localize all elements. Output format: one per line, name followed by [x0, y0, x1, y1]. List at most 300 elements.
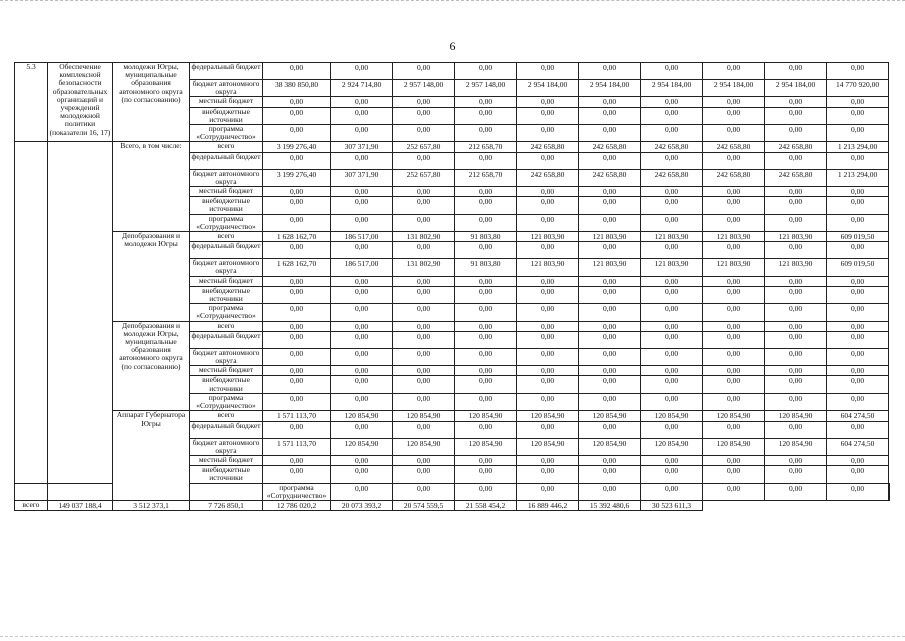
value-cell: 0,00: [263, 152, 331, 169]
value-cell: 14 770 920,00: [827, 80, 889, 97]
value-cell: 0,00: [765, 276, 827, 286]
value-cell: 0,00: [827, 466, 889, 483]
value-cell: 0,00: [641, 63, 703, 80]
value-cell: 0,00: [517, 242, 579, 259]
value-cell: 0,00: [263, 187, 331, 197]
value-cell: 0,00: [455, 393, 517, 410]
value-cell: 1 628 162,70: [263, 232, 331, 242]
value-cell: 0,00: [393, 466, 455, 483]
value-cell: 0,00: [765, 242, 827, 259]
row-index-cell: 5.3: [15, 63, 48, 142]
value-cell: 242 658,80: [517, 142, 579, 152]
value-cell: 0,00: [517, 304, 579, 321]
table-row: [15, 63, 890, 80]
value-cell: 0,00: [827, 107, 889, 124]
value-cell: 12 786 020,2: [263, 500, 331, 510]
value-cell: 0,00: [703, 63, 765, 80]
value-cell: 0,00: [765, 421, 827, 438]
value-cell: 121 803,90: [765, 259, 827, 276]
value-cell: 0,00: [331, 421, 393, 438]
value-cell: 0,00: [263, 286, 331, 303]
value-cell: 0,00: [703, 421, 765, 438]
value-cell: 0,00: [827, 376, 889, 393]
value-cell: 252 657,80: [393, 169, 455, 186]
value-cell: 0,00: [331, 483, 393, 500]
funding-source-cell: бюджет автономного округа: [190, 438, 263, 455]
value-cell: 120 854,90: [579, 438, 641, 455]
value-cell: 0,00: [331, 63, 393, 80]
value-cell: 0,00: [331, 376, 393, 393]
value-cell: 0,00: [765, 321, 827, 331]
value-cell: 0,00: [393, 304, 455, 321]
value-cell: 609 019,50: [827, 259, 889, 276]
value-cell: 0,00: [517, 483, 579, 500]
value-cell: 0,00: [263, 376, 331, 393]
value-cell: 0,00: [455, 63, 517, 80]
value-cell: 120 854,90: [393, 438, 455, 455]
value-cell: 242 658,80: [765, 169, 827, 186]
value-cell: 15 392 480,6: [579, 500, 641, 510]
funding-source-cell: внебюджетные источники: [190, 107, 263, 124]
value-cell: 0,00: [703, 214, 765, 231]
value-cell: 0,00: [263, 304, 331, 321]
value-cell: 0,00: [393, 455, 455, 465]
value-cell: 149 037 188,4: [48, 500, 113, 510]
value-cell: 0,00: [827, 242, 889, 259]
value-cell: 0,00: [579, 466, 641, 483]
value-cell: 0,00: [393, 331, 455, 348]
value-cell: 120 854,90: [765, 411, 827, 421]
value-cell: 0,00: [579, 63, 641, 80]
value-cell: 0,00: [765, 107, 827, 124]
value-cell: 0,00: [579, 242, 641, 259]
value-cell: 0,00: [393, 376, 455, 393]
value-cell: 0,00: [331, 286, 393, 303]
value-cell: 242 658,80: [641, 169, 703, 186]
value-cell: 120 854,90: [641, 411, 703, 421]
table-row: [15, 411, 890, 421]
value-cell: 0,00: [331, 276, 393, 286]
value-cell: 0,00: [455, 214, 517, 231]
value-cell: 0,00: [263, 242, 331, 259]
value-cell: 0,00: [827, 331, 889, 348]
value-cell: 0,00: [517, 197, 579, 214]
value-cell: 7 726 850,1: [190, 500, 263, 510]
value-cell: 0,00: [579, 152, 641, 169]
value-cell: 0,00: [579, 187, 641, 197]
value-cell: 121 803,90: [517, 259, 579, 276]
value-cell: 0,00: [579, 376, 641, 393]
funding-source-cell: внебюджетные источники: [190, 376, 263, 393]
value-cell: 0,00: [579, 421, 641, 438]
value-cell: 0,00: [765, 187, 827, 197]
value-cell: 0,00: [517, 376, 579, 393]
value-cell: 0,00: [331, 455, 393, 465]
goal-cell: Обеспечение комплексной безопасности образовательных организаций и учреждений молодежной политики (показатели 16, 17): [48, 63, 113, 142]
value-cell: 0,00: [765, 97, 827, 107]
value-cell: 0,00: [765, 366, 827, 376]
value-cell: 0,00: [455, 97, 517, 107]
value-cell: 0,00: [641, 187, 703, 197]
value-cell: 0,00: [393, 125, 455, 142]
value-cell: 0,00: [393, 187, 455, 197]
value-cell: 242 658,80: [703, 169, 765, 186]
value-cell: 0,00: [517, 286, 579, 303]
value-cell: 0,00: [517, 455, 579, 465]
value-cell: 0,00: [579, 214, 641, 231]
funding-source-cell: федеральный бюджет: [190, 63, 263, 80]
funding-source-cell: местный бюджет: [190, 97, 263, 107]
value-cell: 0,00: [641, 152, 703, 169]
funding-source-cell: программа «Сотрудничество»: [190, 393, 263, 410]
value-cell: 242 658,80: [703, 142, 765, 152]
value-cell: 609 019,50: [827, 232, 889, 242]
value-cell: 0,00: [827, 304, 889, 321]
value-cell: 0,00: [579, 393, 641, 410]
value-cell: 0,00: [641, 242, 703, 259]
value-cell: 0,00: [263, 466, 331, 483]
value-cell: 0,00: [641, 304, 703, 321]
value-cell: 0,00: [703, 321, 765, 331]
value-cell: 0,00: [579, 348, 641, 365]
value-cell: 0,00: [703, 331, 765, 348]
value-cell: 0,00: [703, 466, 765, 483]
funding-source-cell: местный бюджет: [190, 455, 263, 465]
value-cell: 0,00: [393, 276, 455, 286]
funding-source-cell: бюджет автономного округа: [190, 169, 263, 186]
funding-source-cell: программа «Сотрудничество»: [190, 214, 263, 231]
value-cell: 0,00: [393, 63, 455, 80]
value-cell: 0,00: [703, 366, 765, 376]
value-cell: 2 954 184,00: [703, 80, 765, 97]
value-cell: 0,00: [263, 321, 331, 331]
value-cell: 0,00: [331, 466, 393, 483]
value-cell: 0,00: [263, 107, 331, 124]
value-cell: 0,00: [263, 63, 331, 80]
row-index-cell: [15, 483, 48, 500]
funding-source-cell: бюджет автономного округа: [190, 259, 263, 276]
funding-source-cell: федеральный бюджет: [190, 331, 263, 348]
value-cell: 0,00: [765, 286, 827, 303]
value-cell: 0,00: [331, 366, 393, 376]
value-cell: 0,00: [765, 393, 827, 410]
value-cell: 0,00: [641, 286, 703, 303]
responsible-cell: молодежи Югры, муниципальные образования автономного округа (по согласованию): [113, 63, 190, 142]
value-cell: 0,00: [703, 276, 765, 286]
scan-edge-top: [0, 0, 905, 7]
value-cell: 0,00: [263, 197, 331, 214]
value-cell: 1 628 162,70: [263, 259, 331, 276]
value-cell: 0,00: [517, 125, 579, 142]
value-cell: 121 803,90: [579, 232, 641, 242]
value-cell: 120 854,90: [703, 411, 765, 421]
value-cell: 0,00: [393, 366, 455, 376]
value-cell: 0,00: [703, 455, 765, 465]
value-cell: 121 803,90: [641, 259, 703, 276]
value-cell: 0,00: [827, 286, 889, 303]
page-number: 6: [449, 39, 456, 53]
value-cell: 0,00: [827, 63, 889, 80]
value-cell: 0,00: [393, 197, 455, 214]
value-cell: 0,00: [517, 63, 579, 80]
value-cell: 21 558 454,2: [455, 500, 517, 510]
funding-source-cell: бюджет автономного округа: [190, 348, 263, 365]
value-cell: 0,00: [393, 421, 455, 438]
value-cell: 0,00: [331, 152, 393, 169]
value-cell: 0,00: [517, 276, 579, 286]
funding-source-cell: всего: [15, 500, 48, 510]
value-cell: 120 854,90: [455, 438, 517, 455]
value-cell: 91 803,80: [455, 232, 517, 242]
value-cell: 0,00: [827, 455, 889, 465]
budget-table: [14, 62, 890, 511]
value-cell: 0,00: [455, 466, 517, 483]
value-cell: 0,00: [393, 107, 455, 124]
value-cell: 252 657,80: [393, 142, 455, 152]
value-cell: 120 854,90: [517, 411, 579, 421]
value-cell: 0,00: [455, 331, 517, 348]
value-cell: 0,00: [641, 197, 703, 214]
value-cell: 0,00: [393, 286, 455, 303]
value-cell: 0,00: [263, 366, 331, 376]
value-cell: 0,00: [579, 321, 641, 331]
value-cell: 0,00: [765, 214, 827, 231]
value-cell: 0,00: [331, 125, 393, 142]
value-cell: 0,00: [827, 197, 889, 214]
value-cell: 0,00: [765, 466, 827, 483]
value-cell: 0,00: [331, 348, 393, 365]
value-cell: 0,00: [641, 376, 703, 393]
goal-cell: [48, 483, 113, 500]
value-cell: 121 803,90: [579, 259, 641, 276]
value-cell: 0,00: [765, 152, 827, 169]
value-cell: 0,00: [517, 152, 579, 169]
value-cell: 0,00: [827, 348, 889, 365]
value-cell: 0,00: [703, 125, 765, 142]
funding-source-cell: местный бюджет: [190, 366, 263, 376]
value-cell: 120 854,90: [765, 438, 827, 455]
value-cell: 0,00: [703, 97, 765, 107]
value-cell: 121 803,90: [703, 232, 765, 242]
funding-source-cell: внебюджетные источники: [190, 197, 263, 214]
value-cell: 0,00: [331, 197, 393, 214]
value-cell: 0,00: [455, 421, 517, 438]
value-cell: 0,00: [455, 366, 517, 376]
value-cell: 212 658,70: [455, 169, 517, 186]
value-cell: 0,00: [641, 107, 703, 124]
value-cell: 0,00: [393, 393, 455, 410]
value-cell: 0,00: [579, 125, 641, 142]
value-cell: 0,00: [331, 97, 393, 107]
value-cell: 0,00: [579, 455, 641, 465]
table-row: [15, 500, 890, 510]
value-cell: 0,00: [703, 152, 765, 169]
value-cell: 0,00: [455, 348, 517, 365]
value-cell: 0,00: [455, 107, 517, 124]
value-cell: 0,00: [331, 304, 393, 321]
value-cell: 20 073 393,2: [331, 500, 393, 510]
funding-source-cell: всего: [190, 232, 263, 242]
value-cell: 0,00: [765, 125, 827, 142]
value-cell: 0,00: [703, 286, 765, 303]
value-cell: 0,00: [455, 242, 517, 259]
value-cell: 186 517,00: [331, 232, 393, 242]
value-cell: 0,00: [263, 331, 331, 348]
value-cell: 0,00: [331, 393, 393, 410]
value-cell: 2 954 184,00: [579, 80, 641, 97]
value-cell: 0,00: [455, 276, 517, 286]
value-cell: 0,00: [765, 197, 827, 214]
table-row: [15, 232, 890, 242]
value-cell: 3 512 373,1: [113, 500, 190, 510]
value-cell: 0,00: [765, 376, 827, 393]
value-cell: 0,00: [455, 483, 517, 500]
funding-source-cell: всего: [190, 142, 263, 152]
value-cell: 0,00: [331, 214, 393, 231]
value-cell: 2 954 184,00: [641, 80, 703, 97]
value-cell: 0,00: [393, 483, 455, 500]
value-cell: 0,00: [827, 393, 889, 410]
value-cell: 242 658,80: [641, 142, 703, 152]
value-cell: 16 889 446,2: [517, 500, 579, 510]
value-cell: 2 954 184,00: [517, 80, 579, 97]
value-cell: 0,00: [455, 187, 517, 197]
funding-source-cell: всего: [190, 411, 263, 421]
value-cell: 30 523 611,3: [641, 500, 703, 510]
funding-source-cell: программа «Сотрудничество»: [263, 483, 331, 500]
value-cell: 0,00: [579, 107, 641, 124]
value-cell: 0,00: [703, 376, 765, 393]
value-cell: 0,00: [263, 421, 331, 438]
funding-source-cell: бюджет автономного округа: [190, 80, 263, 97]
value-cell: 0,00: [641, 331, 703, 348]
value-cell: 0,00: [641, 348, 703, 365]
value-cell: 2 924 714,80: [331, 80, 393, 97]
responsible-cell: Аппарат Губернатора Югры: [113, 411, 190, 501]
value-cell: 0,00: [765, 348, 827, 365]
value-cell: 0,00: [765, 455, 827, 465]
value-cell: 0,00: [263, 393, 331, 410]
value-cell: 0,00: [765, 63, 827, 80]
value-cell: 1 571 113,70: [263, 438, 331, 455]
value-cell: 0,00: [827, 483, 889, 500]
value-cell: 0,00: [641, 466, 703, 483]
table-row: [15, 142, 890, 152]
value-cell: 0,00: [393, 348, 455, 365]
value-cell: 0,00: [517, 466, 579, 483]
value-cell: 0,00: [827, 214, 889, 231]
value-cell: 0,00: [331, 242, 393, 259]
value-cell: 0,00: [455, 197, 517, 214]
value-cell: 121 803,90: [517, 232, 579, 242]
value-cell: 0,00: [393, 242, 455, 259]
value-cell: 0,00: [703, 483, 765, 500]
responsible-cell: Всего, в том числе:: [113, 142, 190, 232]
value-cell: 0,00: [641, 421, 703, 438]
value-cell: 3 199 276,40: [263, 169, 331, 186]
value-cell: 212 658,70: [455, 142, 517, 152]
funding-source-cell: внебюджетные источники: [190, 466, 263, 483]
value-cell: 120 854,90: [703, 438, 765, 455]
value-cell: 0,00: [393, 214, 455, 231]
value-cell: 0,00: [641, 366, 703, 376]
funding-source-cell: местный бюджет: [190, 187, 263, 197]
value-cell: 0,00: [331, 107, 393, 124]
value-cell: 0,00: [827, 187, 889, 197]
responsible-cell: [190, 483, 263, 500]
value-cell: 0,00: [579, 331, 641, 348]
value-cell: 0,00: [703, 107, 765, 124]
value-cell: 0,00: [517, 97, 579, 107]
value-cell: 0,00: [641, 125, 703, 142]
value-cell: 0,00: [517, 421, 579, 438]
value-cell: 0,00: [579, 304, 641, 321]
value-cell: 0,00: [641, 455, 703, 465]
value-cell: 20 574 559,5: [393, 500, 455, 510]
value-cell: 0,00: [517, 331, 579, 348]
value-cell: 0,00: [455, 286, 517, 303]
value-cell: 121 803,90: [765, 232, 827, 242]
value-cell: 0,00: [827, 366, 889, 376]
value-cell: 0,00: [393, 97, 455, 107]
value-cell: 2 957 148,00: [455, 80, 517, 97]
scan-edge-bottom: [0, 636, 905, 641]
value-cell: 120 854,90: [579, 411, 641, 421]
value-cell: 0,00: [827, 97, 889, 107]
value-cell: 0,00: [263, 97, 331, 107]
value-cell: 0,00: [765, 304, 827, 321]
value-cell: 0,00: [455, 321, 517, 331]
value-cell: 307 371,90: [331, 169, 393, 186]
row-index-cell: [15, 142, 48, 483]
value-cell: 0,00: [703, 242, 765, 259]
funding-source-cell: программа «Сотрудничество»: [190, 304, 263, 321]
value-cell: 120 854,90: [393, 411, 455, 421]
value-cell: 120 854,90: [331, 411, 393, 421]
value-cell: 120 854,90: [455, 411, 517, 421]
value-cell: 1 571 113,70: [263, 411, 331, 421]
value-cell: 0,00: [765, 331, 827, 348]
funding-source-cell: местный бюджет: [190, 276, 263, 286]
value-cell: 0,00: [517, 187, 579, 197]
value-cell: 0,00: [455, 125, 517, 142]
value-cell: 0,00: [641, 97, 703, 107]
value-cell: 307 371,90: [331, 142, 393, 152]
value-cell: 2 957 148,00: [393, 80, 455, 97]
value-cell: 0,00: [641, 321, 703, 331]
value-cell: [889, 483, 890, 500]
value-cell: 120 854,90: [641, 438, 703, 455]
value-cell: 0,00: [331, 187, 393, 197]
value-cell: 0,00: [517, 366, 579, 376]
value-cell: 242 658,80: [765, 142, 827, 152]
value-cell: 0,00: [579, 276, 641, 286]
value-cell: 0,00: [455, 376, 517, 393]
value-cell: 0,00: [703, 348, 765, 365]
value-cell: 131 802,90: [393, 232, 455, 242]
table-row: [15, 321, 890, 331]
value-cell: 0,00: [827, 125, 889, 142]
value-cell: 186 517,00: [331, 259, 393, 276]
value-cell: 121 803,90: [641, 232, 703, 242]
value-cell: 0,00: [263, 455, 331, 465]
value-cell: 0,00: [827, 421, 889, 438]
value-cell: 0,00: [641, 483, 703, 500]
value-cell: 120 854,90: [517, 438, 579, 455]
value-cell: 0,00: [765, 483, 827, 500]
value-cell: 0,00: [517, 321, 579, 331]
value-cell: 91 803,80: [455, 259, 517, 276]
